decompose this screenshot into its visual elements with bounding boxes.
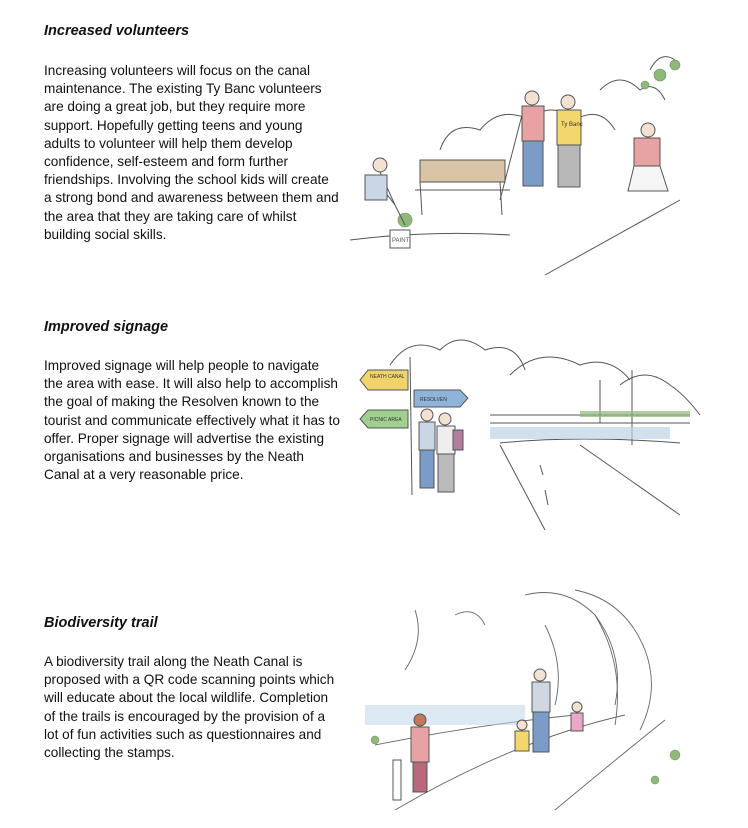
section-body: Increasing volunteers will focus on the canal maintenance. The existing Ty Banc volunteers are doing a great job, but they require more support. Hopefully getting teens and young adults to volunteer will help them develop confidence, self-esteem and form further friendships. Involving the school kids will create a strong bond and awareness between them and the area that they are taking care of whilst building social skills. <box>44 63 339 242</box>
paint-can-label: PAINT <box>392 238 410 244</box>
section-body: A biodiversity trail along the Neath Canal is proposed with a QR code scanning points which will educate about the local wildlife. Completion of the trails is encouraged by the provision of a lot of fun activities such as questionnaires and collecting the stamps. <box>44 654 335 761</box>
sign-neath-canal: NEATH CANAL <box>370 374 405 380</box>
sign-resolven: RESOLVEN <box>420 397 447 403</box>
section-heading: Improved signage <box>44 319 169 335</box>
biodiversity-trail-illustration <box>355 585 705 810</box>
section-heading: Biodiversity trail <box>44 615 158 631</box>
signage-illustration <box>350 315 710 530</box>
section-heading: Increased volunteers <box>44 23 190 39</box>
volunteers-illustration <box>350 30 710 280</box>
sign-picnic-area: PICNIC AREA <box>370 417 402 423</box>
section-body: Improved signage will help people to navigate the area with ease. It will also help to accomplish the goal of making the Resolven known to the tourist and communicate effectively what it has to offer. Proper signage will advertise the existing organisations and businesses by the Neath Canal at a very reasonable price. <box>44 358 340 483</box>
tshirt-label: Ty Banc <box>561 122 583 128</box>
